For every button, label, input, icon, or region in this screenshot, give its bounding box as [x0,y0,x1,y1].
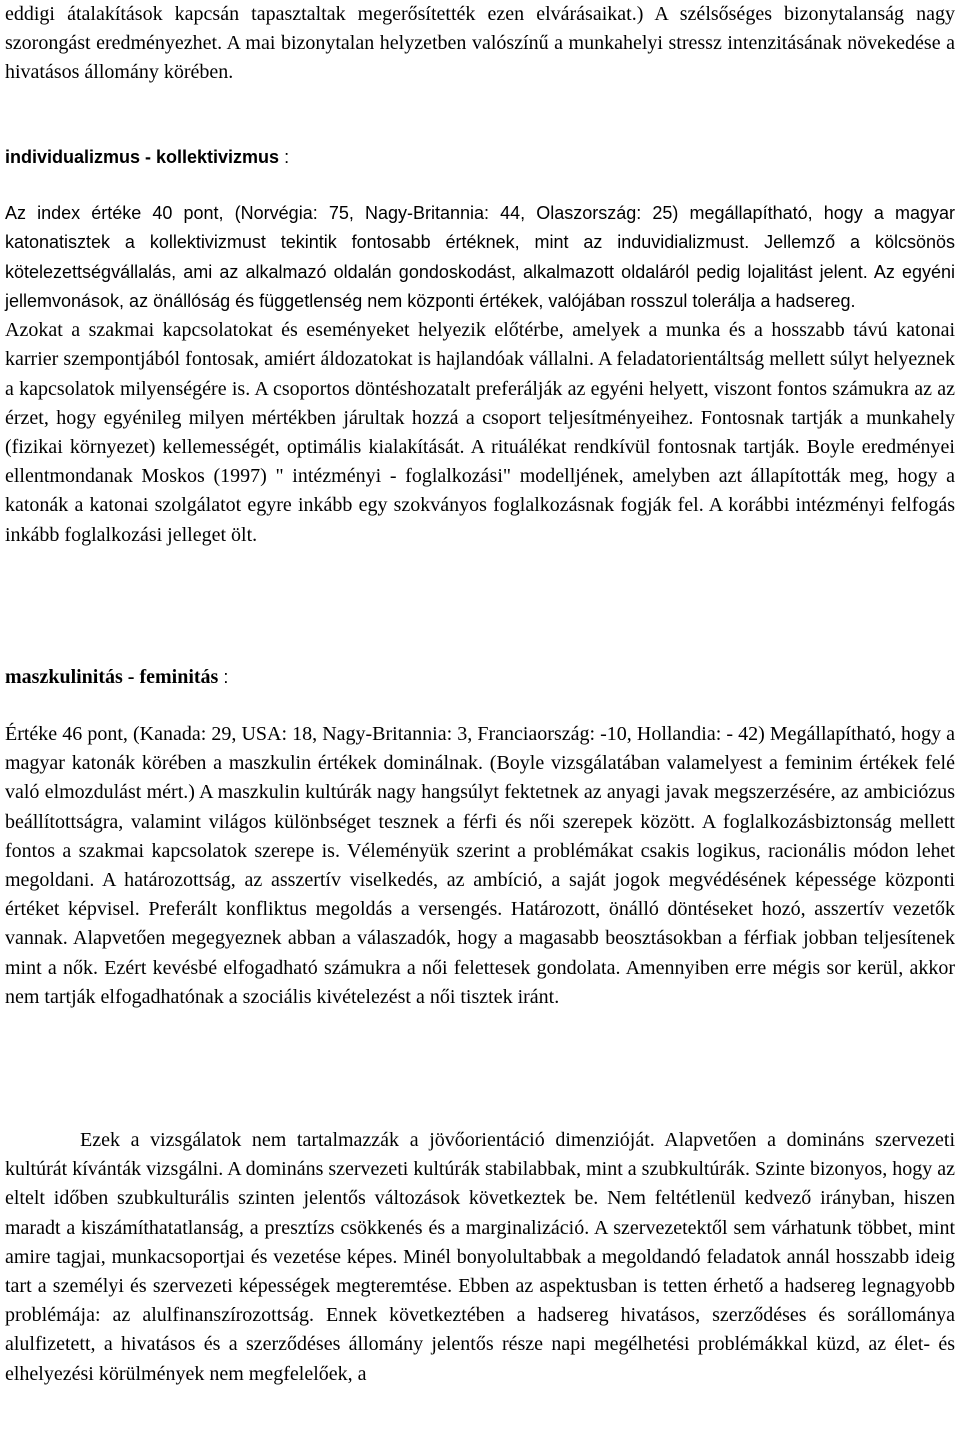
heading-individualism-suffix: : [279,147,290,167]
heading-individualism-title: individualizmus - kollektivizmus [5,147,280,167]
paragraph-individualism-serif: Azokat a szakmai kapcsolatokat és eseményeket helyezik előtérbe, amelyek a munka és a hosszabb távú katonai karrier szempontjából fontosak, amiért áldozatokat is hajlandóak vállalni. A feladatorientáltság mellett súlyt helyeznek a kapcsolatok milyenségére is. A csoportos döntéshozatalt preferálják az egyéni helyett, viszont fontos számukra az az érzet, hogy egyénileg milyen mértékben járultak hozzá a csoport teljesítményeihez. Fontosnak tartják a munkahely (fizikai környezet) kellemességét, optimális kialakítását. A rituálékat rendkívül fontosnak tartják. Boyle eredményei ellentmondanak Moskos (1997) " intézményi - foglalkozási" modelljének, amelyben azt állapították meg, hogy a katonák a katonai szolgálatot egyre inkább egy szokványos foglalkozásnak fogják fel. A korábbi intézményi felfogás inkább foglalkozási jelleget ölt. [5,319,955,546]
paragraph-masculinity: Értéke 46 pont, (Kanada: 29, USA: 18, Nagy-Britannia: 3, Franciaország: -10, Hollandia: - 42) Megállapítható, hogy a magyar katonák körében a maszkulin értékek dominálnak. (Boyle vizsgálatában valamelyest a feminim értékek felé való elmozdulást mért.) A maszkulin kultúrák nagy hangsúlyt fektetnek az anyagi javak megszerzésére, az ambiciózus beállítottságra, valamint világos különbséget tesznek a férfi és női szerepek között. A foglalkozásbiztonság mellett fontos a szakmai kapcsolatok szerepe is. Véleményük szerint a problémákat csakis logikus, racionális módon lehet megoldani. A határozottság, az asszertív viselkedés, az ambíció, a saját jogok megvédésének képessége központi értéket képvisel. Preferált konfliktus megoldás a versengés. Határozott, önálló döntéseket hozó, asszertív vezetők vannak. Alapvetően megegyeznek abban a válaszadók, hogy a magasabb beosztásokban a férfiak jobban teljesítenek mint a nők. Ezért kevésbé elfogadható számukra a női felettesek gondolata. Amennyiben erre mégis sor kerül, akkor nem tartják elfogadhatónak a szociális kivételezést a női tisztek iránt. [5,723,955,1008]
heading-masculinity [5,663,955,692]
heading-individualism [5,143,955,172]
section-individualism [5,199,955,550]
paragraph-individualism-sans: Az index értéke 40 pont, (Norvégia: 75, Nagy-Britannia: 44, Olaszország: 25) megállapítható, hogy a magyar katonatisztek a kollektivizmust tekintik fontosabb értéknek, mint az induvidializmust. Jellemző a kölcsönös kötelezettségvállalás, ami az alkalmazó oldalán gondoskodást, alkalmazott oldaláról pedig lojalitást jelent. Az egyéni jellemvonások, az önállóság és függetlenség nem központi értékek, valójában rosszul tolerálja a hadsereg. [5,203,955,311]
heading-masculinity-suffix: : [218,667,229,687]
paragraph-conclusion: Ezek a vizsgálatok nem tartalmazzák a jövőorientáció dimenzióját. Alapvetően a domináns szervezeti kultúrát kívánták vizsgálni. A domináns szervezeti kultúrák stabilabbak, mint a szubkultúrák. Szinte bizonyos, hogy az eltelt időben szubkulturális szinten jelentős változások következtek be. Nem feltétlenül kedvező irányban, hiszen maradt a kiszámíthatatlanság, a presztízs csökkenés és a marginalizáció. A szervezetektől sem várhatunk többet, mint amire tagjai, munkacsoportjai és vezetése képes. Minél bonyolultabbak a megoldandó feladatok annál hosszabb ideig tart a személyi és szervezeti képességek megteremtése. Ebben az aspektusban is tetten érhető a hadsereg legnagyobb problémája: az alulfinanszírozottság. Ennek következtében a hadsereg hivatásos, szerződéses és sorállománya alulfizetett, a hivatásos és a szerződéses állomány jelentős része napi megélhetési problémákkal küzd, az élet- és elhelyezési körülmények nem megfelelőek, a [5,1129,955,1385]
paragraph-intro: eddigi átalakítások kapcsán tapasztaltak megerősítették ezen elvárásaikat.) A szélsőséges bizonytalanság nagy szorongást eredményezhet. A mai bizonytalan helyzetben valószínű a munkahelyi stressz intenzitásának növekedése a hivatásos állomány körében. [5,3,955,84]
heading-masculinity-title: maszkulinitás - feminitás [5,666,219,688]
